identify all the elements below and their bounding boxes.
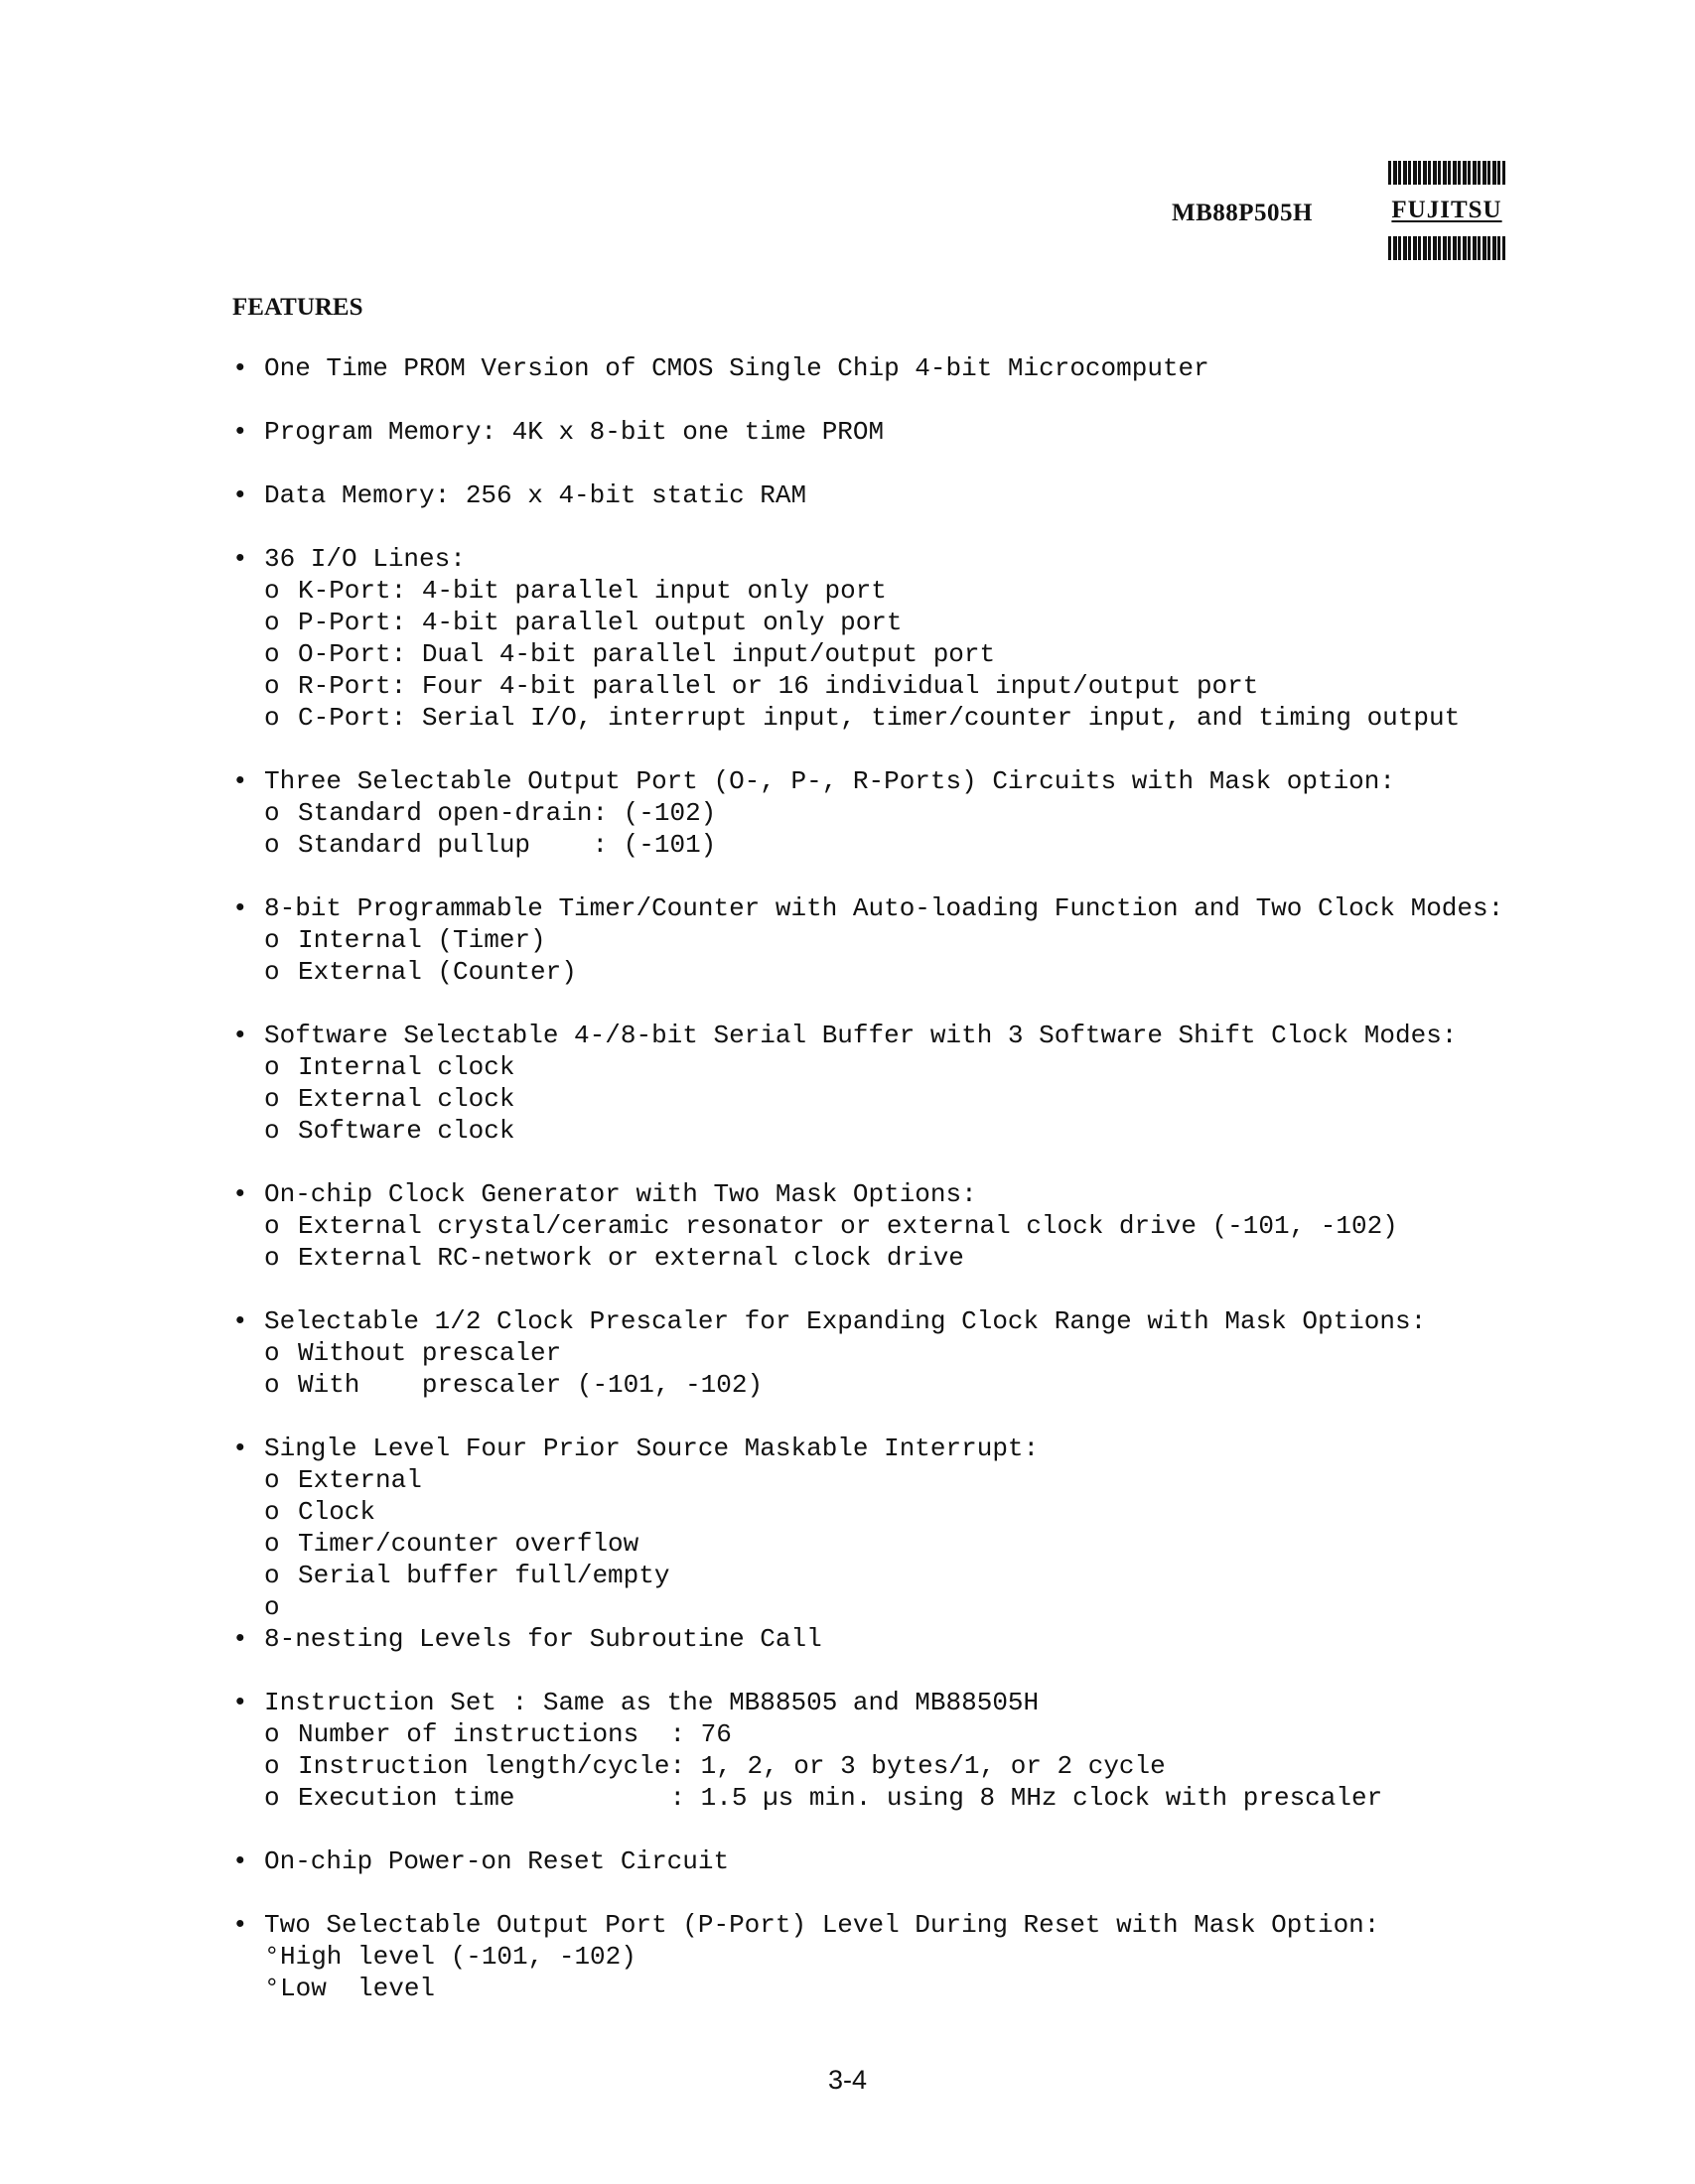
feature-item <box>232 1909 1642 2004</box>
feature-subitem-text: Internal clock <box>298 1052 515 1082</box>
feature-text: Data Memory: 256 x 4-bit static RAM <box>264 480 807 510</box>
bullet-icon: • <box>232 1433 248 1463</box>
sub-marker-icon: o <box>264 608 280 637</box>
feature-subitem <box>264 1973 1642 2004</box>
feature-subitem <box>264 1782 1642 1814</box>
sub-marker-icon: o <box>264 798 280 828</box>
feature-item <box>232 1687 1642 1814</box>
feature-subitem <box>264 1337 1642 1369</box>
feature-subitem-text: O-Port: Dual 4-bit parallel input/output port <box>298 639 996 669</box>
bullet-icon: • <box>232 893 248 923</box>
bullet-icon: • <box>232 353 248 383</box>
feature-subitem-text: Internal (Timer) <box>298 925 546 955</box>
feature-subitem <box>264 607 1642 638</box>
feature-subitem-text: Instruction length/cycle: 1, 2, or 3 bytes/1, or 2 cycle <box>298 1751 1166 1781</box>
feature-subitem <box>264 1591 1642 1623</box>
feature-text: 8-nesting Levels for Subroutine Call <box>264 1624 822 1654</box>
feature-subitem-text: Without prescaler <box>298 1338 562 1368</box>
sub-marker-icon: o <box>264 576 280 606</box>
feature-item <box>232 416 1642 448</box>
feature-subitem-text: External (Counter) <box>298 957 577 987</box>
feature-subitem-text: External RC-network or external clock drive <box>298 1243 964 1273</box>
feature-item <box>232 892 1642 988</box>
feature-text: Instruction Set : Same as the MB88505 and MB88505H <box>264 1688 1040 1717</box>
feature-item <box>232 765 1642 861</box>
feature-subitem-text: External clock <box>298 1084 515 1114</box>
feature-text: On-chip Power-on Reset Circuit <box>264 1846 730 1876</box>
sub-marker-icon: o <box>264 925 280 955</box>
feature-subitem <box>264 924 1642 956</box>
feature-text: Two Selectable Output Port (P-Port) Level During Reset with Mask Option: <box>264 1910 1380 1940</box>
feature-item <box>232 1305 1642 1401</box>
sub-marker-icon: o <box>264 1370 280 1400</box>
feature-text: Program Memory: 4K x 8-bit one time PROM <box>264 417 885 447</box>
feature-subitem <box>264 1210 1642 1242</box>
feature-subitem <box>264 638 1642 670</box>
feature-subitem <box>264 1242 1642 1274</box>
barcode-bottom-icon <box>1388 236 1505 260</box>
feature-subitem-text: Standard pullup : (-101) <box>298 830 717 860</box>
feature-subitem-text: R-Port: Four 4-bit parallel or 16 individual input/output port <box>298 671 1259 701</box>
feature-item <box>232 1433 1642 1623</box>
bullet-icon: • <box>232 1846 248 1876</box>
sub-marker-icon: o <box>264 1561 280 1590</box>
features-list <box>232 352 1642 2036</box>
feature-subitem-text: Timer/counter overflow <box>298 1529 639 1559</box>
feature-subitem-text: K-Port: 4-bit parallel input only port <box>298 576 887 606</box>
sub-marker-icon: o <box>264 1084 280 1114</box>
sub-marker-icon: o <box>264 639 280 669</box>
feature-subitem-text: External <box>298 1465 422 1495</box>
feature-subitem-text: Standard open-drain: (-102) <box>298 798 717 828</box>
sub-marker-icon: o <box>264 1751 280 1781</box>
feature-subitem-text: Number of instructions : 76 <box>298 1719 732 1749</box>
sub-marker-icon: o <box>264 957 280 987</box>
bullet-icon: • <box>232 1306 248 1336</box>
bullet-icon: • <box>232 480 248 510</box>
brand-name: FUJITSU <box>1391 197 1502 223</box>
feature-text: Software Selectable 4-/8-bit Serial Buffer with 3 Software Shift Clock Modes: <box>264 1021 1458 1050</box>
feature-subitem <box>264 1115 1642 1147</box>
sub-marker-icon: o <box>264 1211 280 1241</box>
feature-subitem-text: C-Port: Serial I/O, interrupt input, timer/counter input, and timing output <box>298 703 1461 733</box>
feature-subitem <box>264 1941 1642 1973</box>
sub-marker-icon: o <box>264 1529 280 1559</box>
feature-subitem <box>264 1083 1642 1115</box>
section-title: FEATURES <box>232 294 363 321</box>
feature-subitem <box>264 1718 1642 1750</box>
sub-marker-icon: o <box>264 1783 280 1813</box>
feature-subitem-text: External crystal/ceramic resonator or external clock drive (-101, -102) <box>298 1211 1398 1241</box>
sub-marker-icon: o <box>264 1338 280 1368</box>
feature-item <box>232 543 1642 734</box>
feature-text: Single Level Four Prior Source Maskable Interrupt: <box>264 1433 1040 1463</box>
feature-subitem <box>264 1750 1642 1782</box>
feature-subitem-text: Serial buffer full/empty <box>298 1561 670 1590</box>
bullet-icon: • <box>232 1624 248 1654</box>
sub-marker-icon: o <box>264 1243 280 1273</box>
sub-marker-icon: ° <box>264 1942 280 1972</box>
feature-subitem <box>264 1464 1642 1496</box>
sub-marker-icon: o <box>264 1465 280 1495</box>
feature-subitem <box>264 1051 1642 1083</box>
sub-marker-icon: o <box>264 703 280 733</box>
feature-subitem <box>264 575 1642 607</box>
feature-text: Selectable 1/2 Clock Prescaler for Expanding Clock Range with Mask Options: <box>264 1306 1427 1336</box>
feature-item <box>232 479 1642 511</box>
sub-marker-icon: o <box>264 1116 280 1146</box>
feature-subitem <box>264 1528 1642 1560</box>
bullet-icon: • <box>232 1179 248 1209</box>
feature-subitem <box>264 797 1642 829</box>
feature-subitem-text: Clock <box>298 1497 376 1527</box>
feature-subitem <box>264 670 1642 702</box>
feature-text: One Time PROM Version of CMOS Single Chip 4-bit Microcomputer <box>264 353 1209 383</box>
feature-text: Three Selectable Output Port (O-, P-, R-Ports) Circuits with Mask option: <box>264 766 1395 796</box>
feature-subitem-text: With prescaler (-101, -102) <box>298 1370 764 1400</box>
feature-subitem <box>264 1560 1642 1591</box>
sub-marker-icon: o <box>264 1052 280 1082</box>
feature-subitem <box>264 956 1642 988</box>
sub-marker-icon: ° <box>264 1974 280 2003</box>
feature-subitem <box>264 829 1642 861</box>
feature-item <box>232 1178 1642 1274</box>
feature-subitem-text: Low level <box>280 1974 436 2003</box>
bullet-icon: • <box>232 1688 248 1717</box>
feature-item <box>232 352 1642 384</box>
bullet-icon: • <box>232 1021 248 1050</box>
bullet-icon: • <box>232 766 248 796</box>
fujitsu-logo <box>1386 161 1507 262</box>
feature-subitem-text: High level (-101, -102) <box>280 1942 636 1972</box>
feature-subitem <box>264 702 1642 734</box>
feature-item <box>232 1020 1642 1147</box>
bullet-icon: • <box>232 417 248 447</box>
bullet-icon: • <box>232 1910 248 1940</box>
feature-item <box>232 1845 1642 1877</box>
feature-text: 8-bit Programmable Timer/Counter with Auto-loading Function and Two Clock Modes: <box>264 893 1504 923</box>
part-number: MB88P505H <box>1172 200 1313 226</box>
sub-marker-icon: o <box>264 830 280 860</box>
feature-subitem-text: P-Port: 4-bit parallel output only port <box>298 608 903 637</box>
feature-text: 36 I/O Lines: <box>264 544 466 574</box>
feature-subitem-text: Execution time : 1.5 µs min. using 8 MHz clock with prescaler <box>298 1783 1383 1813</box>
page-number: 3-4 <box>827 2065 868 2095</box>
feature-subitem <box>264 1369 1642 1401</box>
sub-marker-icon: o <box>264 671 280 701</box>
feature-subitem-text: Software clock <box>298 1116 515 1146</box>
sub-marker-icon: o <box>264 1497 280 1527</box>
feature-subitem <box>264 1496 1642 1528</box>
sub-marker-icon: o <box>264 1719 280 1749</box>
sub-marker-icon: o <box>264 1592 280 1622</box>
barcode-top-icon <box>1388 161 1505 185</box>
feature-item <box>232 1623 1642 1655</box>
feature-text: On-chip Clock Generator with Two Mask Options: <box>264 1179 977 1209</box>
bullet-icon: • <box>232 544 248 574</box>
